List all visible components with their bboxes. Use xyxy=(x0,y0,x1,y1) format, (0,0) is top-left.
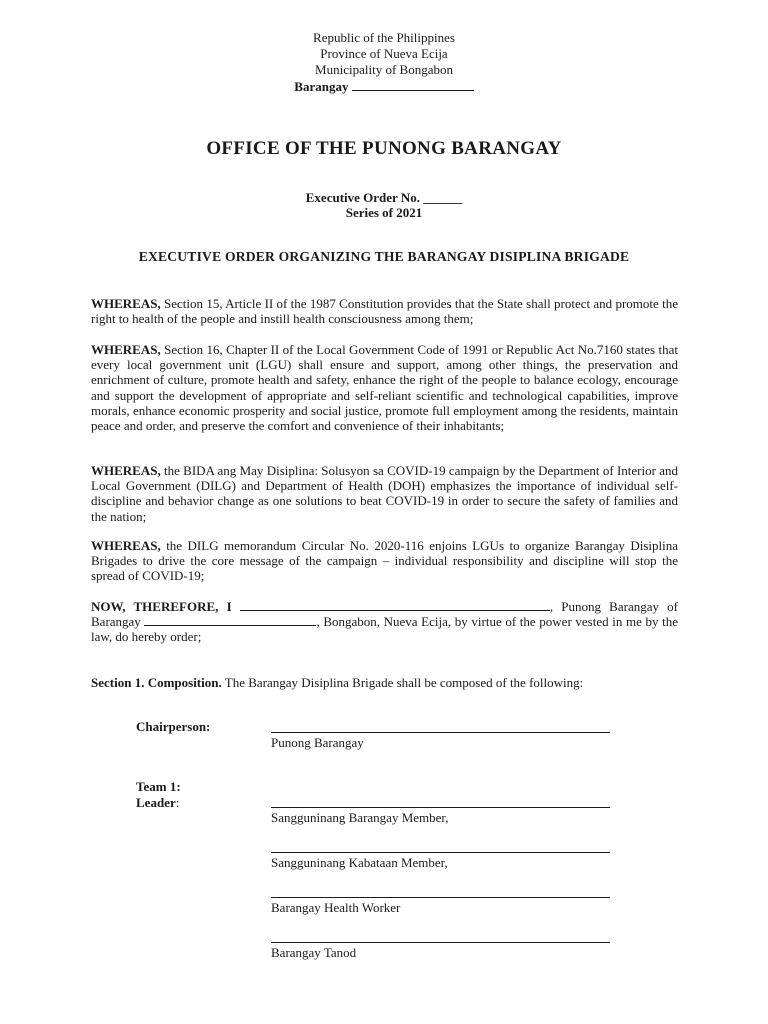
therefore-paragraph xyxy=(91,599,678,645)
leader-label: Leader xyxy=(136,795,176,810)
section-1-title: Section 1. Composition. xyxy=(91,675,222,690)
chairperson-signature-line xyxy=(271,732,610,733)
member-signature-line-2 xyxy=(271,852,610,853)
member-caption-3: Barangay Health Worker xyxy=(271,900,401,915)
member-signature-line-4 xyxy=(271,942,610,943)
section-1-heading xyxy=(91,675,583,691)
whereas-paragraph-4 xyxy=(91,538,678,584)
whereas-paragraph-2 xyxy=(91,342,678,433)
whereas-lead: WHEREAS, xyxy=(91,296,161,311)
whereas-lead: WHEREAS, xyxy=(91,463,161,478)
leader-signature-line xyxy=(271,807,610,808)
chairperson-caption: Punong Barangay xyxy=(271,735,364,750)
barangay-name-blank xyxy=(144,614,316,626)
leader-label-row xyxy=(136,795,179,810)
therefore-lead: NOW, THEREFORE, I xyxy=(91,599,232,614)
team-label: Team 1: xyxy=(136,779,181,794)
barangay-blank xyxy=(352,78,474,91)
therefore-part2: , Bongabon, Nueva Ecija, by virtue of the power vested in me by the law, do hereby order; xyxy=(91,614,678,645)
section-1-text: The Barangay Disiplina Brigade shall be composed of the following: xyxy=(221,675,584,690)
name-blank xyxy=(240,599,550,611)
whereas-text: Section 16, Chapter II of the Local Government Code of 1991 or Republic Act No.7160 states that every local government unit (LGU) shall ensure and support, among other things, the preservation and enrichment of culture, promote health and safety, enhance the right of the people to balance ecology, encourage and support the development of appropriate and self-reliant scientific and technological capabilities, improve morals, enhance economic prosperity and social justice, promote full employment among the residents, maintain peace and order, and preserve the comfort and convenience of their inhabitants; xyxy=(91,342,678,434)
letterhead-barangay xyxy=(0,78,768,95)
member-caption-1: Sangguninang Barangay Member, xyxy=(271,810,449,825)
whereas-lead: WHEREAS, xyxy=(91,538,161,553)
whereas-lead: WHEREAS, xyxy=(91,342,161,357)
letterhead-province: Province of Nueva Ecija xyxy=(320,46,448,61)
leader-colon: : xyxy=(175,795,180,810)
whereas-paragraph-3 xyxy=(91,463,678,524)
chairperson-label: Chairperson: xyxy=(136,719,211,734)
whereas-text: the DILG memorandum Circular No. 2020-116 enjoins LGUs to organize Barangay Disiplina Brigades to drive the core message of the campaign – individual responsibility and discipline will stop the spread of COVID-19; xyxy=(91,538,678,584)
whereas-text: the BIDA ang May Disiplina: Solusyon sa COVID-19 campaign by the Department of Interior and Local Government (DILG) and Department of Health (DOH) emphasizes the importance of individual self- discipline and behavior change as one solutions to beat COVID-19 in order to secure the safety of families and the nation; xyxy=(91,463,678,524)
therefore-part1: , Punong Barangay of Barangay xyxy=(91,599,679,630)
order-title: EXECUTIVE ORDER ORGANIZING THE BARANGAY DISIPLINA BRIGADE xyxy=(138,249,630,264)
member-signature-line-3 xyxy=(271,897,610,898)
letterhead-country: Republic of the Philippines xyxy=(313,30,455,45)
member-caption-2: Sangguninang Kabataan Member, xyxy=(271,855,448,870)
barangay-label: Barangay xyxy=(294,79,349,94)
executive-order-series: Series of 2021 xyxy=(345,205,423,220)
office-title: OFFICE OF THE PUNONG BARANGAY xyxy=(206,138,562,159)
letterhead-municipality: Municipality of Bongabon xyxy=(315,62,453,77)
executive-order-number: Executive Order No. ______ xyxy=(305,190,463,205)
member-caption-4: Barangay Tanod xyxy=(271,945,357,960)
whereas-paragraph-1 xyxy=(91,296,678,326)
whereas-text: Section 15, Article II of the 1987 Constitution provides that the State shall protect and promote the right to health of the people and instill health consciousness among them; xyxy=(91,296,678,327)
letterhead xyxy=(0,30,768,95)
executive-order-heading xyxy=(0,190,768,220)
